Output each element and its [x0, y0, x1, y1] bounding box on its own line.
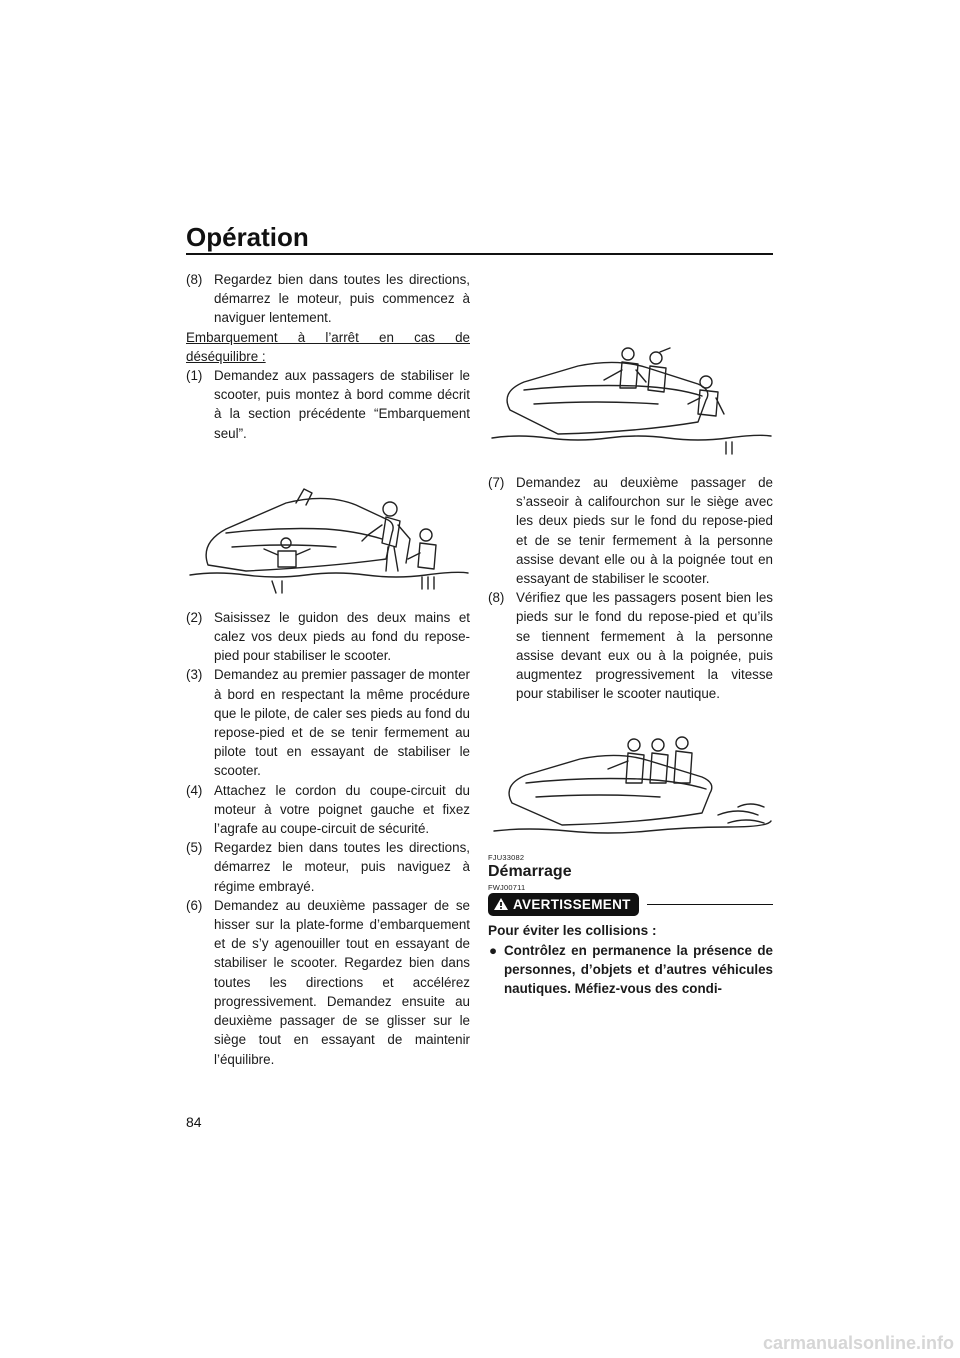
step-8-right-paragraph — [488, 588, 773, 703]
riding-illustration — [488, 703, 773, 853]
section-code: FJU33082 — [488, 853, 525, 863]
warning-badge — [488, 893, 639, 916]
warning-intro: Pour éviter les collisions : — [488, 923, 657, 939]
step-number: (8) — [186, 272, 203, 287]
step-text: Demandez au deuxième passager de s’asseoir à califourchon sur le siège avec les deux pieds sur le fond du repose-pied et de se tenir fermement à la personne assise devant elle ou à la poignée tout en essayant de stabiliser le scooter. — [516, 475, 773, 587]
step-number: (3) — [186, 667, 203, 683]
bullet-icon: ● — [489, 942, 498, 958]
warning-triangle-icon — [493, 897, 509, 911]
step-8-paragraph — [186, 270, 470, 328]
subheading-line-1: Embarquement à l’arrêt en cas de — [186, 329, 470, 345]
section-title: Démarrage — [488, 863, 572, 881]
step-text: Demandez aux passagers de stabiliser le scooter, puis montez à bord comme décrit à la section précédente “Embarquement seul”. — [214, 368, 470, 441]
step-text: Regardez bien dans toutes les directions, démarrez le moteur, puis commencez à naviguer lentement. — [214, 272, 470, 326]
step-2-paragraph — [186, 608, 470, 666]
step-number: (7) — [488, 475, 505, 490]
warning-bullet-text: Contrôlez en permanence la présence de personnes, d’objets et d’autres véhicules nautiques. Méfiez-vous des condi- — [504, 942, 773, 997]
step-3-paragraph — [186, 665, 470, 780]
step-5-paragraph — [186, 838, 470, 896]
page-number: 84 — [186, 1114, 202, 1130]
step-text: Demandez au deuxième passager de se hisser sur la plate-forme d’embarquement et de s’y agenouiller tout en essayant de stabiliser le scooter. Regardez bien dans toutes les directions et accélérez progressivement. Demandez ensuite au deuxième passager de se glisser sur le siège tout en essayant de maintenir l’équilibre. — [214, 897, 470, 1067]
step-6-paragraph — [186, 896, 470, 1069]
step-1-paragraph — [186, 366, 470, 443]
page-title: Opération — [186, 222, 309, 252]
left-column — [186, 270, 470, 1069]
step-text: Vérifiez que les passagers posent bien les pieds sur le fond du repose-pied et qu’ils se tiennent fermement à la personne assise devant eux ou à la poignée, puis augmentez progressivement la vitesse pour stabiliser le scooter nautique. — [516, 590, 773, 702]
step-text: Demandez au premier passager de monter à bord en respectant la même procédure que le pilote, de caler ses pieds au fond du repose-pied et de se tenir fermement au pilote tout en essayant de stabiliser le scooter. — [214, 667, 470, 779]
boarding-illustration-2 — [488, 340, 773, 465]
step-number: (4) — [186, 782, 203, 798]
step-4-paragraph — [186, 781, 470, 839]
warning-header — [488, 893, 773, 915]
step-number: (1) — [186, 368, 203, 384]
subheading-line-2: déséquilibre : — [186, 348, 266, 364]
watermark: carmanualsonline.info — [762, 1333, 954, 1353]
step-number: (8) — [488, 590, 505, 606]
step-number: (5) — [186, 840, 203, 856]
step-text: Regardez bien dans toutes les directions, démarrez le moteur, puis naviguez à régime embrayé. — [214, 840, 470, 894]
step-number: (2) — [186, 609, 203, 625]
title-rule — [186, 253, 773, 255]
right-column — [488, 340, 773, 998]
step-text: Attachez le cordon du coupe-circuit du moteur à votre poignet gauche et fixez l’agrafe au coupe-circuit de sécurité. — [214, 782, 470, 837]
boarding-illustration-1 — [186, 443, 470, 608]
warning-label: AVERTISSEMENT — [513, 896, 631, 912]
warning-bullet — [488, 941, 773, 999]
step-7-paragraph — [488, 473, 773, 588]
step-text: Saisissez le guidon des deux mains et calez vos deux pieds au fond du repose-pied pour stabiliser le scooter. — [214, 609, 470, 664]
warning-code: FWJ00711 — [488, 883, 526, 893]
warning-rule — [647, 904, 773, 906]
step-number: (6) — [186, 897, 203, 913]
